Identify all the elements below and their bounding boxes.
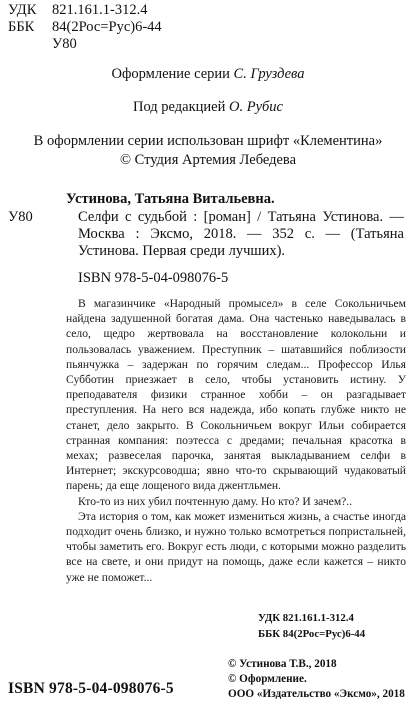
copyright-publisher: ООО «Издательство «Эксмо», 2018 xyxy=(228,688,405,700)
design-name: С. Груздева xyxy=(233,66,305,82)
editor-label: Под редакцией xyxy=(133,99,226,115)
author-heading: Устинова, Татьяна Витальевна. xyxy=(66,191,275,207)
author-mark: У80 xyxy=(52,36,77,52)
bbk-value: 84(2Рос=Рус)6-44 xyxy=(52,19,162,35)
design-label: Оформление серии xyxy=(111,66,230,82)
udk-label: УДК xyxy=(8,2,37,18)
bbk-line xyxy=(8,19,162,36)
copyright-design: © Оформление. xyxy=(228,673,307,685)
annotation-paragraph: Эта история о том, как может измениться жизнь, а счастье иногда подходит очень близко, и нужно только всмотреться попристальней, чтобы заметить его. Вокруг есть люди, с которыми можно разделить все на свете, и они придут на помощь, даже если кажется – никто уже не поможет... xyxy=(66,509,406,584)
record-description: Селфи с судьбой : [роман] / Татьяна Устинова. — Москва : Эксмо, 2018. — 352 с. — (Татьяна Устинова. Первая среди лучших). xyxy=(78,209,404,259)
bottom-bbk: ББК 84(2Рос=Рус)6-44 xyxy=(258,628,366,640)
record-code: У80 xyxy=(8,209,33,225)
font-note: В оформлении серии использован шрифт «Клементина» xyxy=(33,133,383,149)
editor-credit xyxy=(0,98,416,117)
series-design-credit xyxy=(0,65,416,84)
isbn-bottom: ISBN 978-5-04-098076-5 xyxy=(8,680,174,697)
udk-value: 821.161.1-312.4 xyxy=(52,2,148,18)
author-mark-line xyxy=(8,36,77,53)
annotation xyxy=(66,296,406,585)
annotation-paragraph: В магазинчике «Народный промысел» в селе Сокольничьем найдена задушенной богатая дама. Она частенько наведывалась в село, щедро жертвовала на восстановление колокольни и пользовалась уважением. Преступник – шатавшийся поблизости пьянчужка – задержан по горячим следам... Профессор Илья Субботин приезжает в село, чтобы установить истину. У преподавателя физики странное хобби – он разгадывает преступления. На него вся надежда, ибо копать глубже никто не станет, дело закрыто. В Сокольничьем вокруг Ильи собирается странная компания: поэтесса с дредами; печальная красотка в мехах; развеселая парочка, занятая выкладыванием селфи в Интернет; экскурсоводша; явно что-то скрывающий чудаковатый парень; да еще лощеного вида джентльмен. xyxy=(66,297,406,493)
udk-line xyxy=(8,2,147,19)
bbk-label: ББК xyxy=(8,19,35,35)
isbn-record: ISBN 978-5-04-098076-5 xyxy=(78,270,229,286)
copyright-author: © Устинова Т.В., 2018 xyxy=(228,658,337,670)
font-copyright: © Студия Артемия Лебедева xyxy=(119,152,297,168)
editor-name: О. Рубис xyxy=(229,99,283,115)
annotation-paragraph: Кто-то из них убил почтенную даму. Но кто? И зачем?.. xyxy=(78,494,353,508)
bottom-udk: УДК 821.161.1-312.4 xyxy=(258,612,354,624)
